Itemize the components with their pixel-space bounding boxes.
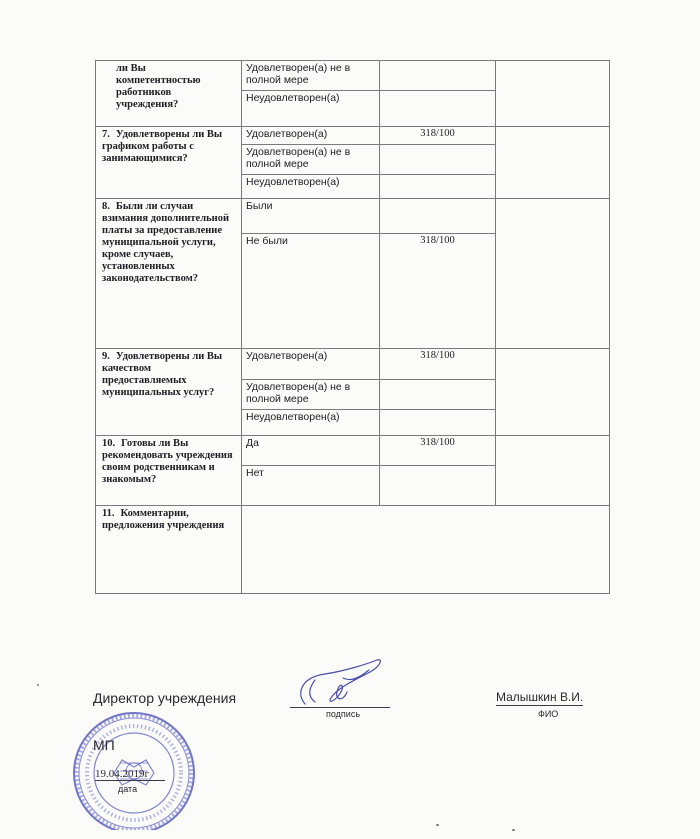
answer-value [380,199,496,234]
answer-option: Были [242,199,380,234]
scan-speck [512,829,515,831]
director-name: Малышкин В.И. [496,690,584,704]
question-cell [96,199,242,349]
question-text: Удовлетворены ли Вы графиком работы с занимающимися? [102,129,223,164]
answer-option: Неудовлетворен(а) [242,91,380,127]
director-label: Директор учреждения [93,690,237,706]
question-cell [96,349,242,436]
table-row [96,127,610,145]
question-cell [96,506,242,594]
question-line: учреждения? [116,99,179,110]
answer-option: Нет [242,466,380,506]
date-value: 19.04.2019г [95,768,165,781]
answer-value [380,91,496,127]
question-cell [96,127,242,199]
name-caption: ФИО [538,709,559,719]
comment-cell [242,506,610,594]
signature-line [290,707,390,708]
question-number: 8. [102,201,110,212]
answer-value [380,410,496,436]
question-number: 7. [102,129,110,140]
signature-caption: подпись [326,709,361,719]
question-number: 10. [102,438,116,449]
question-line: работников [116,87,172,98]
result-cell [496,127,610,199]
question-text: Комментарии, предложения учреждения [102,508,225,531]
seal-label: МП [93,737,115,753]
answer-value: 318/100 [380,436,496,466]
result-cell [496,436,610,506]
question-text: Готовы ли Вы рекомендовать учреждения своим родственникам и знакомым? [102,438,233,485]
answer-option: Удовлетворен(а) не в полной мере [242,380,380,410]
question-line: ли Вы [116,63,146,74]
signature [285,652,390,712]
answer-value [380,380,496,410]
question-text: Были ли случаи взимания дополнительной платы за предоставление муниципальной услуги, кроме случаев, установленных законодательством? [102,201,229,284]
answer-value: 318/100 [380,234,496,349]
question-cell [96,61,242,127]
question-text: Удовлетворены ли Вы качеством предоставляемых муниципальных услуг? [102,351,223,398]
question-cell [96,436,242,506]
answer-option: Удовлетворен(а) не в полной мере [242,145,380,175]
answer-option: Удовлетворен(а) не в полной мере [242,61,380,91]
table-row [96,349,610,380]
scan-speck [436,824,439,826]
answer-option: Не были [242,234,380,349]
table-row [96,506,610,594]
question-line: компетентностью [116,75,201,86]
answer-value: 318/100 [380,349,496,380]
result-cell [496,61,610,127]
answer-value [380,175,496,199]
table-row [96,199,610,234]
result-cell [496,199,610,349]
answer-value: 318/100 [380,127,496,145]
scan-speck [37,684,39,686]
table-row [96,61,610,91]
answer-value [380,61,496,91]
answer-option: Неудовлетворен(а) [242,175,380,199]
answer-value [380,145,496,175]
question-number: 11. [102,508,115,519]
result-cell [496,349,610,436]
question-number: 9. [102,351,110,362]
answer-option: Удовлетворен(а) [242,349,380,380]
answer-option: Неудовлетворен(а) [242,410,380,436]
answer-option: Да [242,436,380,466]
survey-table [95,60,610,594]
answer-option: Удовлетворен(а) [242,127,380,145]
table-row [96,436,610,466]
answer-value [380,466,496,506]
date-caption: дата [118,784,138,794]
